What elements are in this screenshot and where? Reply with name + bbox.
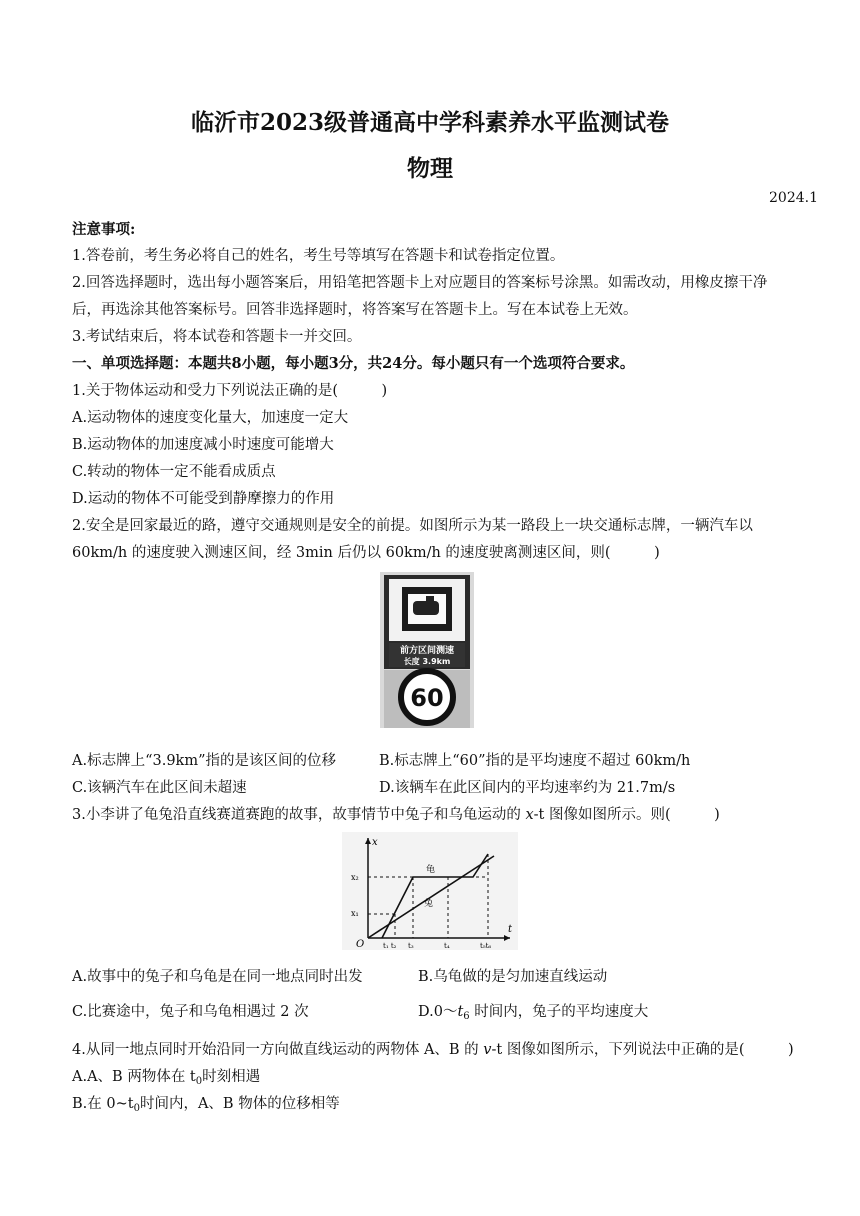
q1-option-c: C.转动的物体一定不能看成质点 — [72, 464, 276, 480]
q1-option-b: B.运动物体的加速度减小时速度可能增大 — [72, 437, 334, 453]
xt-graph-figure — [342, 832, 518, 950]
svg-text:兔: 兔 — [424, 899, 434, 909]
q2-option-c: C.该辆汽车在此区间未超速 — [72, 780, 247, 796]
section-heading: 一、单项选择题：本题共8小题，每小题3分，共24分。每小题只有一个选项符合要求。 — [72, 355, 635, 372]
svg-text:t₅t₆: t₅t₆ — [480, 942, 492, 950]
q1-option-a: A.运动物体的速度变化量大，加速度一定大 — [72, 410, 349, 426]
svg-text:x₂: x₂ — [351, 873, 359, 882]
note-item-3: 3.考试结束后，将本试卷和答题卡一并交回。 — [72, 329, 362, 345]
exam-title: 临沂市2023级普通高中学科素养水平监测试卷 — [190, 109, 669, 136]
exam-subject: 物理 — [407, 155, 453, 182]
sign-line-1: 前方区间测速 — [399, 646, 455, 656]
traffic-sign-figure — [380, 572, 474, 728]
q4-option-a: A.A、B 两物体在 $t_0$时刻相遇 — [72, 1069, 261, 1087]
svg-text:t₃: t₃ — [408, 942, 414, 950]
q3-stem: 3.小李讲了龟兔沿直线赛道赛跑的故事，故事情节中兔子和乌龟运动的 x-t 图像如图所示。则( ) — [72, 807, 720, 823]
note-item-2-cont: 后，再选涂其他答案标号。回答非选择题时，将答案写在答题卡上。写在本试卷上无效。 — [72, 302, 638, 318]
notes-heading: 注意事项: — [72, 221, 136, 238]
q2-stem-line1: 2.安全是回家最近的路，遵守交通规则是安全的前提。如图所示为某一路段上一块交通标志牌，一辆汽车以 — [72, 518, 753, 534]
q3-option-d: $D.0\sim t_6$ 时间内，兔子的平均速度大 — [418, 1004, 649, 1022]
q4-stem: 4.从同一地点同时开始沿同一方向做直线运动的两物体 A、B 的 v-t 图像如图所示，下列说法中正确的是( ) — [72, 1042, 794, 1058]
q2-option-b: B.标志牌上“60”指的是平均速度不超过 60km/h — [379, 753, 691, 769]
q4-option-b: B.在 $0\sim t_0$时间内，A、B 物体的位移相等 — [72, 1096, 340, 1114]
sign-speed-limit: 60 — [410, 684, 444, 712]
svg-text:x: x — [372, 837, 378, 848]
q3-option-a: A.故事中的兔子和乌龟是在同一地点同时出发 — [72, 969, 363, 985]
note-item-2: 2.回答选择题时，选出每小题答案后，用铅笔把答题卡上对应题目的答案标号涂黑。如需改动，用橡皮擦干净 — [72, 275, 768, 291]
q1-option-d: D.运动的物体不可能受到静摩擦力的作用 — [72, 491, 335, 507]
svg-text:t₁ t₂: t₁ t₂ — [383, 942, 397, 950]
q3-option-b: B.乌龟做的是匀加速直线运动 — [418, 969, 608, 985]
q2-stem-line2: 60km/h 的速度驶入测速区间，经 3min 后仍以 60km/h 的速度驶离测速区间，则( ) — [72, 545, 660, 561]
svg-text:t₄: t₄ — [444, 942, 450, 950]
svg-text:龟: 龟 — [426, 865, 436, 875]
exam-date: 2024.1 — [769, 190, 818, 206]
q3-option-c: C.比赛途中，兔子和乌龟相遇过 2 次 — [72, 1004, 309, 1020]
svg-text:t: t — [508, 924, 513, 935]
note-item-1: 1.答卷前，考生务必将自己的姓名，考生号等填写在答题卡和试卷指定位置。 — [72, 248, 565, 264]
q2-option-d: D.该辆车在此区间内的平均速率约为 21.7m/s — [379, 780, 676, 796]
q2-option-a: A.标志牌上“3.9km”指的是该区间的位移 — [72, 753, 337, 769]
sign-line-2: 长度 3.9km — [403, 657, 451, 666]
q1-stem: 1.关于物体运动和受力下列说法正确的是( ) — [72, 383, 388, 399]
svg-text:x₁: x₁ — [351, 909, 359, 918]
svg-text:O: O — [356, 939, 365, 950]
